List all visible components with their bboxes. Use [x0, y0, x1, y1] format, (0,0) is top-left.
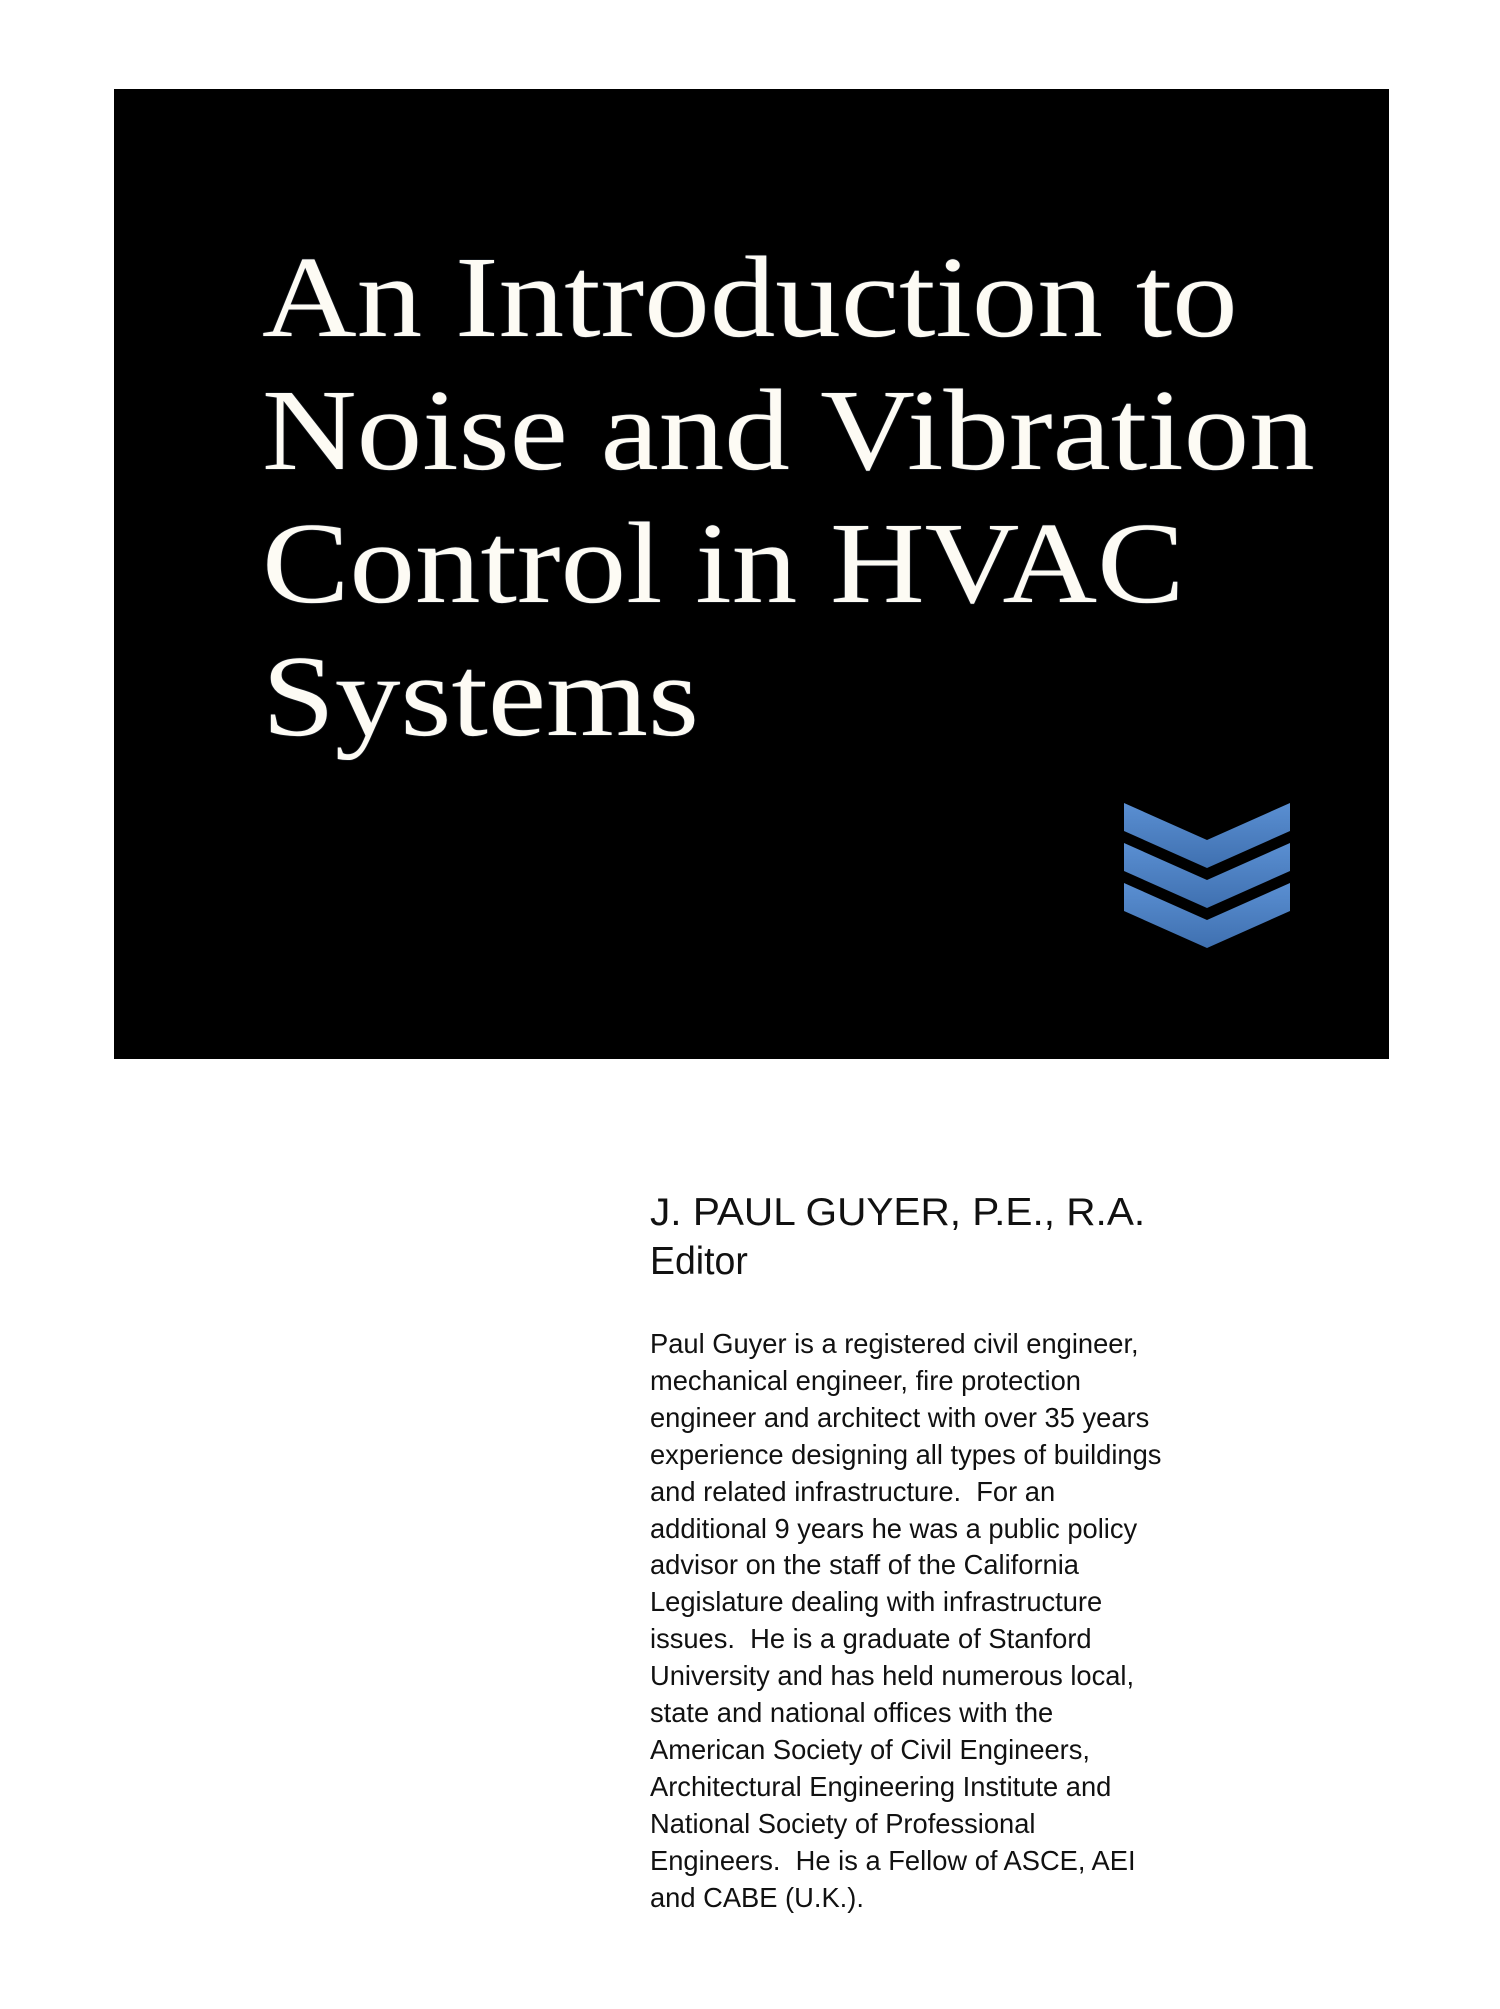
bio-line: University and has held numerous local,: [650, 1660, 1135, 1692]
author-bio: [650, 1326, 1175, 1917]
title-line: Systems: [262, 633, 700, 761]
bio-line: issues. He is a graduate of Stanford: [650, 1623, 1092, 1655]
title-line: An Introduction to: [262, 234, 1238, 362]
triple-chevron-down-icon: [1124, 800, 1290, 952]
author-block: [650, 1188, 1146, 1286]
author-name: J. PAUL GUYER, P.E., R.A.: [650, 1191, 1146, 1234]
bio-line: advisor on the staff of the California: [650, 1549, 1079, 1581]
bio-line: Architectural Engineering Institute and: [650, 1770, 1112, 1802]
bio-line: Paul Guyer is a registered civil engineer,: [650, 1328, 1139, 1359]
bio-line: experience designing all types of buildings: [650, 1438, 1162, 1470]
bio-line: and related infrastructure. For an: [650, 1475, 1056, 1507]
bio-line: Legislature dealing with infrastructure: [650, 1586, 1103, 1618]
title-line: Control in HVAC: [262, 500, 1185, 628]
author-role: Editor: [650, 1240, 748, 1283]
bio-line: engineer and architect with over 35 years: [650, 1401, 1150, 1433]
bio-line: and CABE (U.K.).: [650, 1881, 864, 1913]
book-title: [262, 232, 1315, 764]
bio-line: additional 9 years he was a public policy: [650, 1512, 1138, 1544]
bio-line: National Society of Professional: [650, 1807, 1036, 1839]
bio-line: mechanical engineer, fire protection: [650, 1364, 1081, 1396]
title-line: Noise and Vibration: [262, 367, 1315, 495]
bio-line: state and national offices with the: [650, 1697, 1054, 1729]
bio-line: American Society of Civil Engineers,: [650, 1733, 1091, 1765]
bio-line: Engineers. He is a Fellow of ASCE, AEI: [650, 1844, 1136, 1876]
